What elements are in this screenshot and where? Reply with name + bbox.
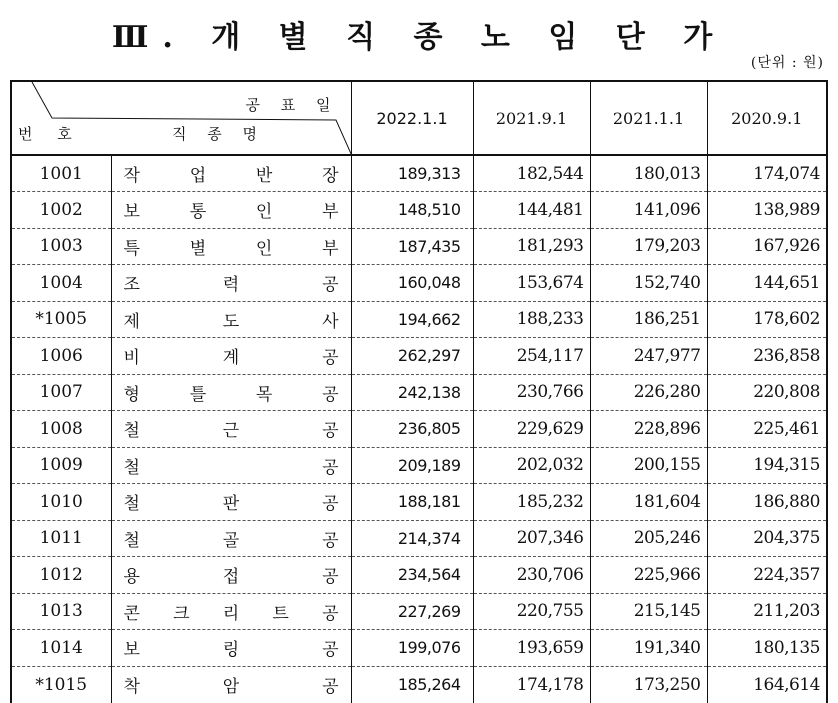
wage-value-2020-9-1: 138,989 [707,192,827,229]
job-name [111,192,351,229]
job-name-char: 사 [322,311,339,332]
job-name-char: 업 [189,166,207,186]
header-date-2022-1-1: 2022.1.1 [351,81,473,155]
job-name-char: 별 [189,238,207,259]
job-name-char: 근 [222,421,240,442]
header-publish-label: 공 표 일 [245,96,339,114]
wage-value-2021-9-1: 181,293 [473,228,590,265]
job-name-char: 틀 [189,384,207,405]
job-code: *1005 [11,301,111,338]
wage-value-2021-9-1: 254,117 [473,338,590,375]
job-name-char: 용 [123,567,140,588]
job-name-char: 목 [255,384,273,405]
table-row [11,228,827,265]
wage-value-2020-9-1: 144,651 [707,265,827,302]
wage-value-2022-1-1: 187,435 [351,228,473,265]
job-name-char: 형 [123,384,140,405]
wage-value-2021-9-1: 182,544 [473,155,590,192]
table-row [11,155,827,192]
wage-value-2022-1-1: 188,181 [351,484,473,521]
wage-value-2022-1-1: 227,269 [351,593,473,630]
job-name-char: 공 [322,677,339,697]
header-diagonal-line [12,82,351,155]
job-code: 1004 [11,265,111,302]
job-name [111,557,351,594]
job-code: 1003 [11,228,111,265]
job-name-char: 공 [322,603,339,624]
wage-value-2022-1-1: 148,510 [351,192,473,229]
job-name-char: 공 [322,275,339,296]
job-name-char: 공 [322,457,339,478]
job-name-char: 특 [123,238,140,259]
header-no-label: 번 호 [18,125,82,143]
wage-value-2021-1-1: 191,340 [590,630,707,667]
wage-value-2021-9-1: 207,346 [473,520,590,557]
table-row [11,520,827,557]
wage-value-2021-1-1: 226,280 [590,374,707,411]
wage-value-2021-9-1: 185,232 [473,484,590,521]
job-name-char: 력 [222,275,240,296]
wage-value-2021-1-1: 173,250 [590,666,707,703]
job-code: 1013 [11,593,111,630]
wage-value-2022-1-1: 242,138 [351,374,473,411]
job-name-char: 공 [322,384,339,405]
header-job-label: 직 종 명 [172,125,266,143]
wage-value-2021-1-1: 181,604 [590,484,707,521]
job-name-char: 크 [173,603,190,624]
job-name-char: 골 [222,530,240,551]
wage-value-2022-1-1: 214,374 [351,520,473,557]
job-name-char: 반 [255,166,273,186]
job-code: 1010 [11,484,111,521]
wage-value-2021-1-1: 205,246 [590,520,707,557]
table-row [11,593,827,630]
wage-value-2021-1-1: 247,977 [590,338,707,375]
wage-value-2021-1-1: 179,203 [590,228,707,265]
wage-value-2020-9-1: 194,315 [707,447,827,484]
wage-value-2020-9-1: 204,375 [707,520,827,557]
job-name-char: 리 [222,603,240,624]
job-name [111,630,351,667]
table-row [11,265,827,302]
job-name [111,520,351,557]
wage-value-2020-9-1: 180,135 [707,630,827,667]
wage-value-2021-9-1: 220,755 [473,593,590,630]
header-diagonal-cell [11,81,351,155]
wage-value-2021-9-1: 230,706 [473,557,590,594]
wage-value-2021-1-1: 225,966 [590,557,707,594]
job-name-char: 공 [322,530,339,551]
wage-value-2020-9-1: 164,614 [707,666,827,703]
job-name [111,666,351,703]
job-name [111,593,351,630]
table-header-row [11,81,827,155]
wage-value-2022-1-1: 199,076 [351,630,473,667]
wage-value-2020-9-1: 186,880 [707,484,827,521]
job-name-char: 판 [222,494,240,515]
job-name-char: 철 [123,421,140,442]
job-name-char: 보 [123,202,140,223]
job-name-char: 콘 [123,603,140,624]
wage-value-2021-1-1: 186,251 [590,301,707,338]
job-name-char: 제 [123,311,140,332]
table-row [11,411,827,448]
wage-value-2021-1-1: 215,145 [590,593,707,630]
job-code: 1014 [11,630,111,667]
wage-value-2022-1-1: 262,297 [351,338,473,375]
wage-value-2021-9-1: 202,032 [473,447,590,484]
job-code: 1008 [11,411,111,448]
table-row [11,338,827,375]
job-name [111,411,351,448]
table-row [11,557,827,594]
table-row [11,192,827,229]
job-name-char: 철 [123,494,140,515]
header-date-2020-9-1: 2020.9.1 [707,81,827,155]
job-name-char: 도 [222,311,240,332]
job-name-char: 인 [255,238,273,259]
wage-value-2021-9-1: 153,674 [473,265,590,302]
job-name-char: 조 [123,275,140,296]
job-code: 1002 [11,192,111,229]
wage-value-2021-1-1: 228,896 [590,411,707,448]
table-row [11,301,827,338]
job-name-char: 통 [189,202,207,223]
job-code: 1006 [11,338,111,375]
wage-value-2020-9-1: 225,461 [707,411,827,448]
job-code: 1007 [11,374,111,411]
wage-value-2022-1-1: 185,264 [351,666,473,703]
job-name [111,338,351,375]
table-row [11,630,827,667]
wage-value-2022-1-1: 194,662 [351,301,473,338]
wage-value-2021-9-1: 144,481 [473,192,590,229]
unit-note: (단위 : 원) [750,55,824,71]
job-name-char: 보 [123,640,140,661]
job-name-char: 암 [222,677,240,697]
job-name-char: 작 [123,166,140,186]
job-name-char: 비 [123,348,140,369]
wage-value-2021-1-1: 200,155 [590,447,707,484]
job-name [111,447,351,484]
job-name-char: 착 [123,677,140,697]
wage-value-2022-1-1: 160,048 [351,265,473,302]
job-name-char: 링 [222,640,240,661]
job-name-char: 인 [255,202,273,223]
wage-value-2022-1-1: 189,313 [351,155,473,192]
wage-value-2020-9-1: 174,074 [707,155,827,192]
job-name-char: 공 [322,421,339,442]
wage-value-2021-9-1: 188,233 [473,301,590,338]
job-name-char: 공 [322,348,339,369]
job-code: 1009 [11,447,111,484]
wage-value-2020-9-1: 211,203 [707,593,827,630]
job-name-char: 철 [123,530,140,551]
wage-value-2020-9-1: 220,808 [707,374,827,411]
wage-value-2020-9-1: 236,858 [707,338,827,375]
table-row [11,447,827,484]
job-name [111,228,351,265]
wage-value-2022-1-1: 209,189 [351,447,473,484]
wage-value-2021-1-1: 152,740 [590,265,707,302]
job-code: 1012 [11,557,111,594]
job-name [111,374,351,411]
job-name [111,265,351,302]
header-date-2021-9-1: 2021.9.1 [473,81,590,155]
job-name-char: 장 [322,166,339,186]
wage-value-2021-9-1: 174,178 [473,666,590,703]
job-name-char: 공 [322,567,339,588]
wage-value-2020-9-1: 178,602 [707,301,827,338]
wage-value-2022-1-1: 236,805 [351,411,473,448]
job-name-char: 부 [322,238,339,259]
wage-value-2021-1-1: 141,096 [590,192,707,229]
job-name-char: 트 [272,603,289,624]
job-name [111,155,351,192]
wage-value-2021-9-1: 230,766 [473,374,590,411]
wage-value-2022-1-1: 234,564 [351,557,473,594]
table-row [11,484,827,521]
job-name [111,301,351,338]
table-row [11,374,827,411]
wage-value-2020-9-1: 224,357 [707,557,827,594]
job-name-char: 계 [222,348,240,369]
wage-value-2021-1-1: 180,013 [590,155,707,192]
job-name-char: 공 [322,494,339,515]
wage-value-2021-9-1: 229,629 [473,411,590,448]
wage-value-2020-9-1: 167,926 [707,228,827,265]
job-name [111,484,351,521]
job-name-char: 공 [322,640,339,661]
page-title: Ⅲ. 개 별 직 종 노 임 단 가 [111,20,727,55]
job-code: 1011 [11,520,111,557]
wage-value-2021-9-1: 193,659 [473,630,590,667]
table-row [11,666,827,703]
job-code: 1001 [11,155,111,192]
job-name-char: 부 [322,202,339,223]
job-name-char: 철 [123,457,140,478]
job-name-char: 접 [222,567,240,588]
header-date-2021-1-1: 2021.1.1 [590,81,707,155]
wage-table [10,80,828,703]
job-code: *1015 [11,666,111,703]
